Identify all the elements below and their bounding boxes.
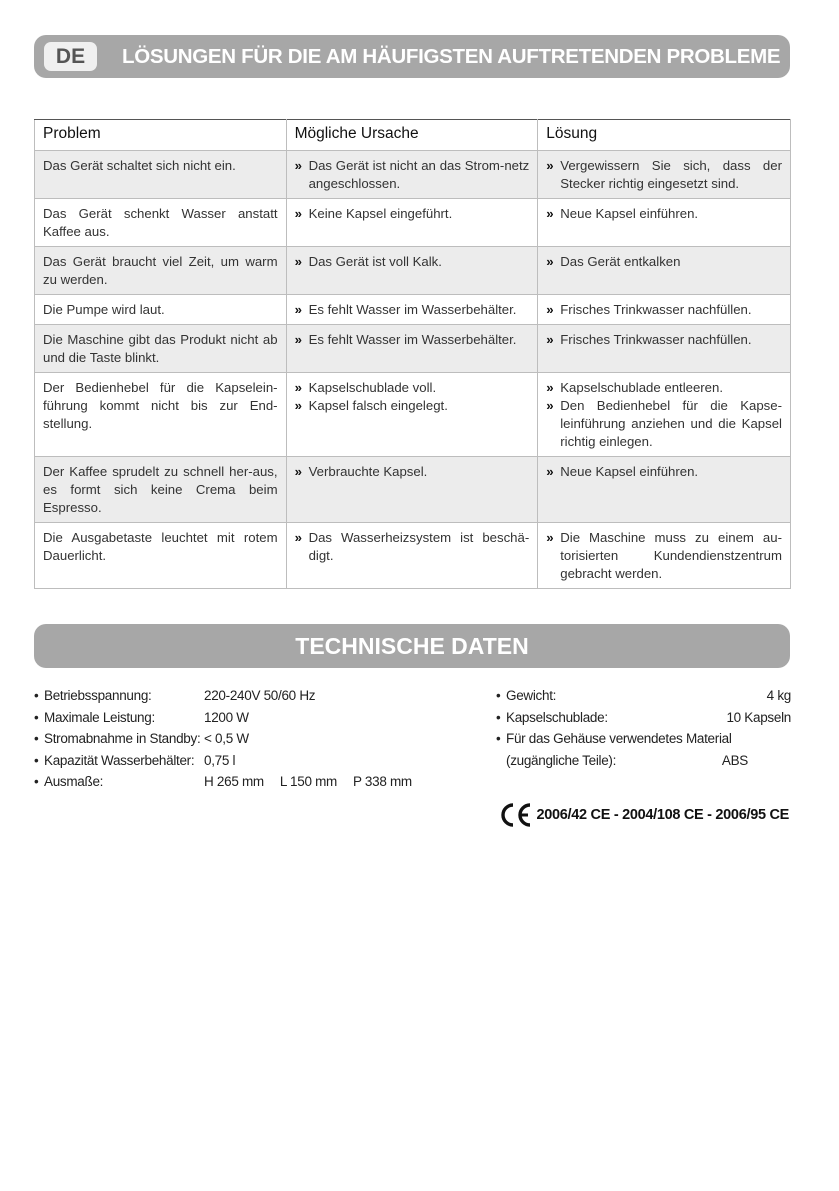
- dimension-depth: P 338 mm: [353, 774, 412, 789]
- list-item: [546, 253, 782, 271]
- spec-row-dimensions: • Ausmaße: H 265 mm L 150 mm P 338 mm: [34, 771, 454, 793]
- item-text: Das Wasserheizsystem ist beschä-digt.: [308, 530, 530, 563]
- ce-compliance: [499, 803, 790, 827]
- section-title: LÖSUNGEN FÜR DIE AM HÄUFIGSTEN AUFTRETENDEN PROBLEME: [122, 45, 781, 68]
- solution-cell: [538, 151, 791, 199]
- item-text: Verbrauchte Kapsel.: [308, 464, 428, 479]
- item-text: Frisches Trinkwasser nachfüllen.: [560, 302, 752, 317]
- solution-cell: [538, 325, 791, 373]
- item-text: Neue Kapsel einführen.: [560, 206, 699, 221]
- problem-cell: Das Gerät braucht viel Zeit, um warm zu werden.: [35, 247, 287, 295]
- spec-row: • Gewicht: 4 kg: [496, 688, 791, 703]
- item-text: Den Bedienhebel für die Kapse-leinführung anziehen und die Kapsel richtig einlegen.: [560, 398, 782, 449]
- item-text: Das Gerät ist voll Kalk.: [308, 254, 442, 269]
- column-header-problem: Problem: [35, 120, 287, 151]
- bullet-mark: »: [294, 530, 302, 545]
- problem-cell: Die Maschine gibt das Produkt nicht ab und die Taste blinkt.: [35, 325, 287, 373]
- list-item: [295, 397, 530, 415]
- bullet-mark: »: [546, 398, 554, 413]
- spec-row-material-cont: (zugängliche Teile): ABS: [506, 752, 748, 768]
- cause-cell: [286, 295, 538, 325]
- language-badge: DE: [44, 42, 97, 71]
- bullet-mark: »: [546, 332, 554, 347]
- list-item: [295, 379, 530, 397]
- problem-cell: Die Pumpe wird laut.: [35, 295, 287, 325]
- item-text: Frisches Trinkwasser nachfüllen.: [560, 332, 752, 347]
- ce-mark-icon: [499, 803, 533, 827]
- dimension-height: H 265 mm: [204, 774, 264, 789]
- list-item: [295, 253, 530, 271]
- table-row: [35, 325, 791, 373]
- table-row: [35, 523, 791, 589]
- list-item: [295, 157, 530, 193]
- item-text: Kapselschublade entleeren.: [560, 380, 724, 395]
- list-item: [295, 463, 530, 481]
- spec-row: • Stromabnahme in Standby: < 0,5 W: [34, 731, 249, 746]
- bullet-mark: »: [546, 302, 554, 317]
- problem-cell: Das Gerät schaltet sich nicht ein.: [35, 151, 287, 199]
- list-item: [546, 397, 782, 451]
- spec-list-right: [496, 685, 791, 771]
- list-item: [546, 157, 782, 193]
- item-text: Keine Kapsel eingeführt.: [308, 206, 453, 221]
- list-item: [546, 331, 782, 349]
- cause-cell: [286, 523, 538, 589]
- table-header-row: [35, 120, 791, 151]
- list-item: [546, 205, 782, 223]
- cause-cell: [286, 373, 538, 457]
- item-text: Es fehlt Wasser im Wasserbehälter.: [308, 332, 517, 347]
- solution-cell: [538, 457, 791, 523]
- solution-cell: [538, 247, 791, 295]
- table-row: [35, 457, 791, 523]
- spec-row-material: • Für das Gehäuse verwendetes Material: [496, 731, 732, 746]
- bullet-mark: »: [294, 302, 302, 317]
- spec-row: • Maximale Leistung: 1200 W: [34, 709, 249, 725]
- solution-cell: [538, 199, 791, 247]
- list-item: [546, 463, 782, 481]
- section-header-tech: [34, 624, 790, 668]
- item-text: Das Gerät ist nicht an das Strom-netz angeschlossen.: [308, 158, 530, 191]
- cause-cell: [286, 247, 538, 295]
- list-item: [546, 529, 782, 583]
- cause-cell: [286, 199, 538, 247]
- item-text: Die Maschine muss zu einem au-torisierten Kundendienstzentrum gebracht werden.: [560, 530, 782, 581]
- bullet-mark: »: [294, 206, 302, 221]
- problem-cell: Die Ausgabetaste leuchtet mit rotem Dauerlicht.: [35, 523, 287, 589]
- spec-row: • Betriebsspannung: 220-240V 50/60 Hz: [34, 688, 316, 703]
- item-text: Kapsel falsch eingelegt.: [308, 398, 448, 413]
- table-row: [35, 373, 791, 457]
- solution-cell: [538, 295, 791, 325]
- column-header-solution: Lösung: [538, 120, 791, 151]
- cause-cell: [286, 457, 538, 523]
- bullet-mark: »: [546, 464, 554, 479]
- problem-cell: Der Kaffee sprudelt zu schnell her-aus, es formt sich keine Crema beim Espresso.: [35, 457, 287, 523]
- cause-cell: [286, 151, 538, 199]
- table-row: [35, 199, 791, 247]
- solution-cell: [538, 373, 791, 457]
- spec-list-left: [34, 685, 454, 793]
- item-text: Kapselschublade voll.: [308, 380, 437, 395]
- bullet-mark: »: [294, 464, 302, 479]
- cause-cell: [286, 325, 538, 373]
- problem-cell: Der Bedienhebel für die Kapselein-führung kommt nicht bis zur End-stellung.: [35, 373, 287, 457]
- table-row: [35, 295, 791, 325]
- item-text: Es fehlt Wasser im Wasserbehälter.: [308, 302, 517, 317]
- problem-cell: Das Gerät schenkt Wasser anstatt Kaffee aus.: [35, 199, 287, 247]
- directives-text: 2006/42 CE - 2004/108 CE - 2006/95 CE: [536, 807, 789, 823]
- item-text: Das Gerät entkalken: [560, 254, 681, 269]
- item-text: Vergewissern Sie sich, dass der Stecker richtig eingesetzt sind.: [560, 158, 782, 191]
- spec-row: • Kapazität Wasserbehälter: 0,75 l: [34, 752, 236, 768]
- item-text: Neue Kapsel einführen.: [560, 464, 699, 479]
- bullet-mark: »: [546, 158, 554, 173]
- list-item: [295, 205, 530, 223]
- list-item: [295, 529, 530, 565]
- bullet-mark: »: [294, 254, 302, 269]
- list-item: [546, 301, 782, 319]
- bullet-mark: »: [546, 380, 554, 395]
- table-row: [35, 151, 791, 199]
- bullet-mark: »: [294, 380, 302, 395]
- column-header-cause: Mögliche Ursache: [286, 120, 538, 151]
- troubleshooting-table: [34, 119, 791, 589]
- list-item: [295, 331, 530, 349]
- bullet-mark: »: [294, 398, 302, 413]
- section-title: TECHNISCHE DATEN: [295, 633, 529, 659]
- section-header-troubleshooting: [34, 35, 790, 78]
- dimension-length: L 150 mm: [279, 774, 337, 789]
- spec-row: • Kapselschublade: 10 Kapseln: [496, 709, 791, 725]
- bullet-mark: »: [546, 530, 554, 545]
- list-item: [546, 379, 782, 397]
- bullet-mark: »: [294, 332, 302, 347]
- bullet-mark: »: [546, 206, 554, 221]
- list-item: [295, 301, 530, 319]
- bullet-mark: »: [294, 158, 302, 173]
- bullet-mark: »: [546, 254, 554, 269]
- table-row: [35, 247, 791, 295]
- solution-cell: [538, 523, 791, 589]
